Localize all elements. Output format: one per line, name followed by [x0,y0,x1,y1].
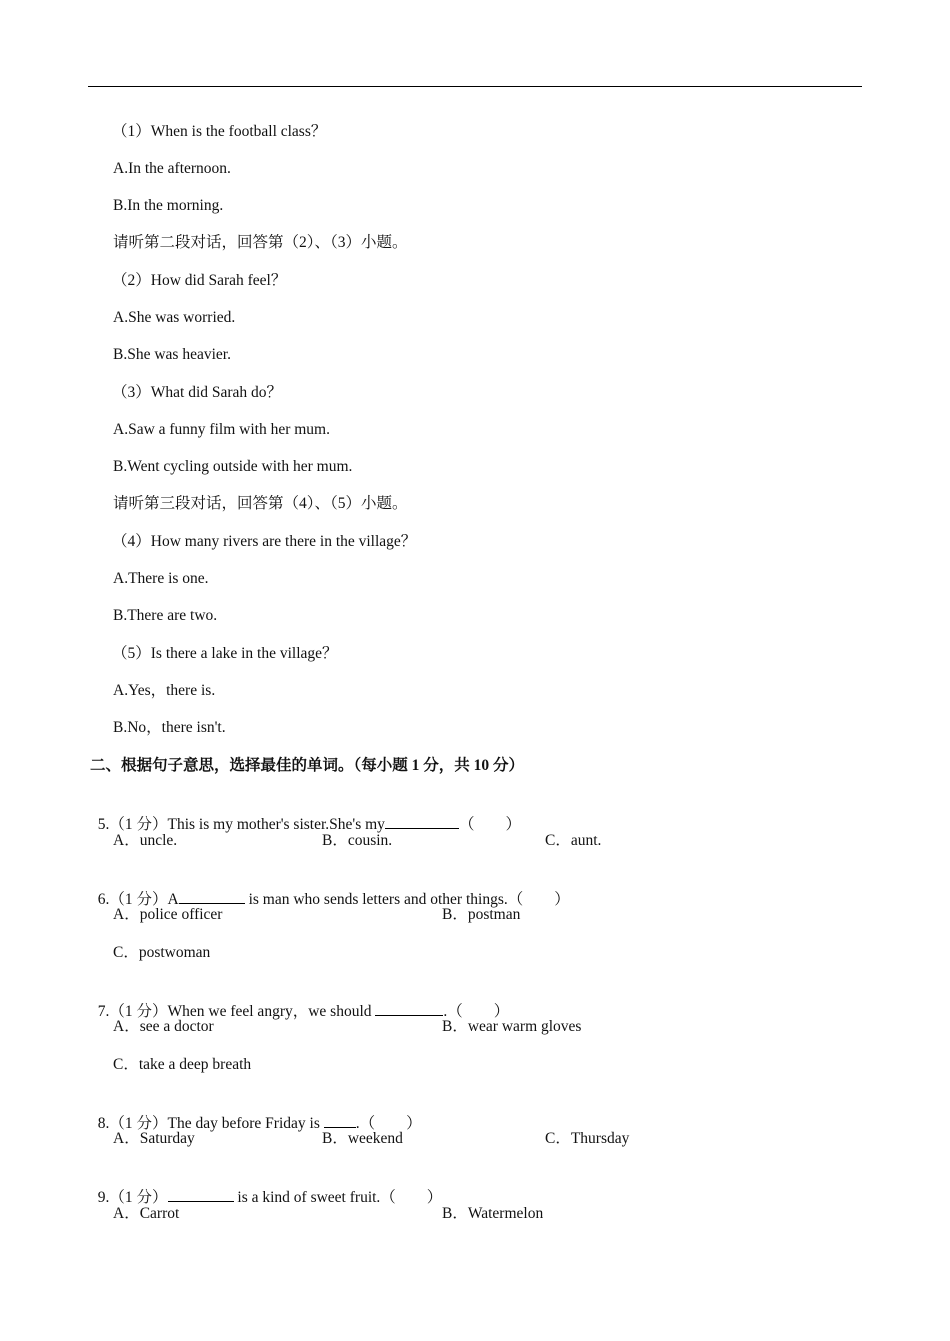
question-8-rest: .（ ） [355,1115,422,1132]
question-5 [90,793,521,835]
question-8-option-a: A．Saturday [113,1130,195,1147]
question-6 [90,868,570,910]
answer-blank [375,1000,443,1016]
question-9 [90,1166,442,1208]
question-8 [90,1092,422,1134]
question-5-text: 5.（1 分）This is my mother's sister.She's my [97,816,385,833]
question-8-option-b: B．weekend [322,1130,403,1147]
question-7-rest: .（ ） [443,1003,510,1020]
q5-listening-stem: （5）Is there a lake in the village？ [112,645,338,662]
q1-stem: （1）When is the football class？ [112,123,327,140]
question-5-option-c: C．aunt. [545,832,602,849]
question-9-text: 9.（1 分） [97,1189,168,1206]
q2-stem: （2）How did Sarah feel？ [112,272,287,289]
answer-blank [324,1112,356,1128]
question-5-option-a: A．uncle. [113,832,178,849]
header-rule [88,86,862,87]
q3-stem: （3）What did Sarah do？ [112,384,283,401]
question-7-option-a: A．see a doctor [113,1018,214,1035]
question-9-option-b: B．Watermelon [442,1205,544,1222]
question-5-option-b: B．cousin. [322,832,393,849]
question-6-option-c: C．postwoman [113,944,211,961]
question-5-paren: （ ） [458,816,521,833]
q4-option-a: A.There is one. [113,570,209,587]
q4-stem: （4）How many rivers are there in the village？ [112,533,417,550]
q2-option-a: A.She was worried. [113,309,236,326]
q1-option-a: A.In the afternoon. [113,160,231,177]
question-7-option-c: C．take a deep breath [113,1056,252,1073]
q1-option-b: B.In the morning. [113,197,224,214]
q4-option-b: B.There are two. [113,607,218,624]
q5-listening-option-b: B.No，there isn't. [113,719,226,736]
answer-blank [385,813,459,829]
q3-option-a: A.Saw a funny film with her mum. [113,421,330,438]
question-6-rest: is man who sends letters and other things.（ ） [244,891,570,908]
q3-option-b: B.Went cycling outside with her mum. [113,458,353,475]
answer-blank [179,888,245,904]
question-6-option-a: A．police officer [113,906,223,923]
question-6-text: 6.（1 分）A [97,891,179,908]
dialog2-instruction: 请听第二段对话，回答第（2）、（3）小题。 [113,234,408,251]
question-7-text: 7.（1 分）When we feel angry，we should [97,1003,376,1020]
question-9-rest: is a kind of sweet fruit.（ ） [233,1189,443,1206]
question-8-option-c: C．Thursday [545,1130,630,1147]
dialog3-instruction: 请听第三段对话，回答第（4）、（5）小题。 [113,495,408,512]
section2-heading: 二、根据句子意思，选择最佳的单词。（每小题 1 分，共 10 分） [90,757,525,774]
question-6-option-b: B．postman [442,906,521,923]
answer-blank [168,1186,234,1202]
question-7-option-b: B．wear warm gloves [442,1018,582,1035]
question-9-option-a: A．Carrot [113,1205,180,1222]
q5-listening-option-a: A.Yes，there is. [113,682,216,699]
question-8-text: 8.（1 分）The day before Friday is [97,1115,324,1132]
question-7 [90,980,509,1022]
q2-option-b: B.She was heavier. [113,346,231,363]
